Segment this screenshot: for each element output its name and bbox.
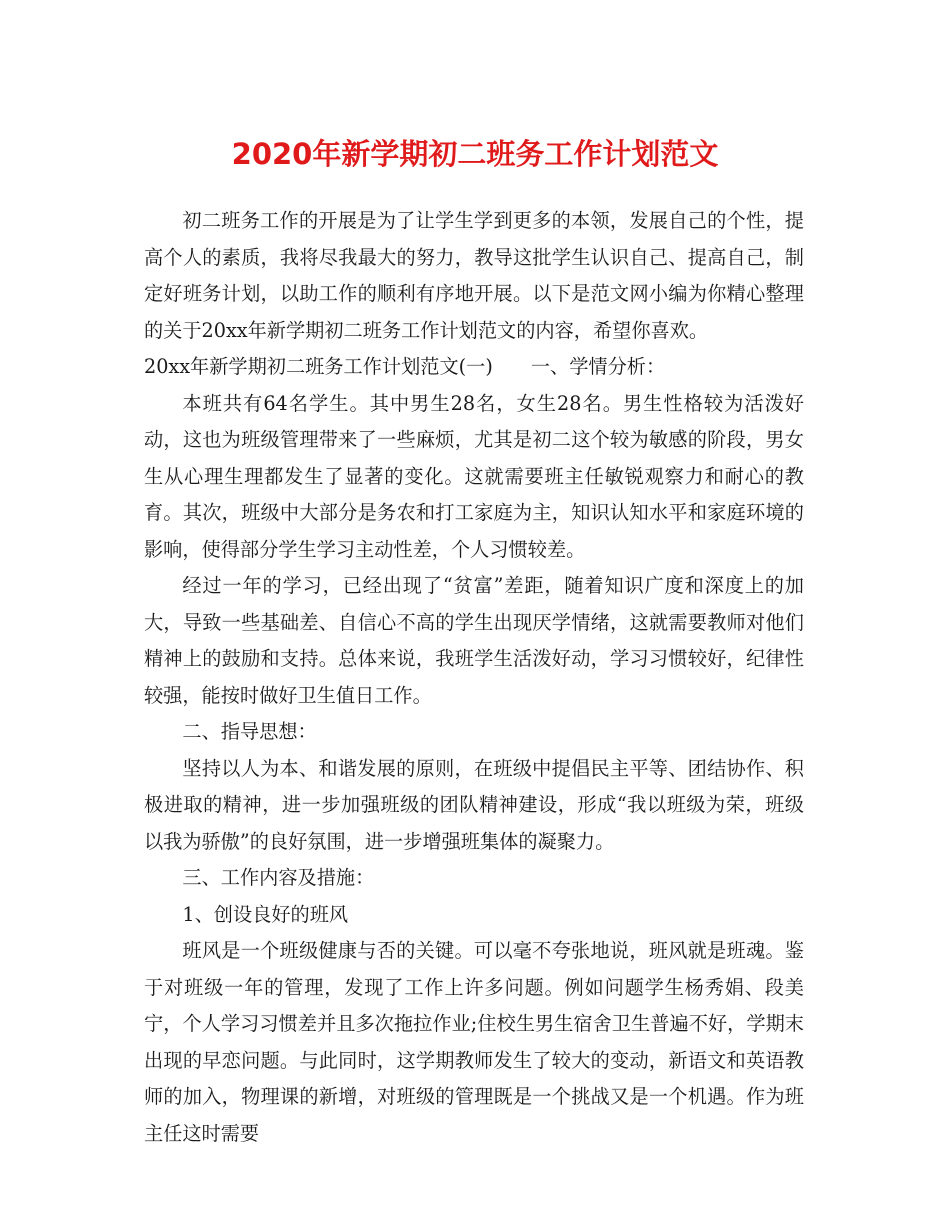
document-title: 2020年新学期初二班务工作计划范文 [231,137,719,171]
section-heading-3: 三、工作内容及措施： [182,866,375,889]
class-style-paragraph: 班风是一个班级健康与否的关键。可以毫不夸张地说，班风就是班魂。鉴于对班级一年的管理，发现了工作上许多问题。例如问题学生杨秀娟、段美宁，个人学习习惯差并且多次拖拉作业;住校生男生宿舍卫生普遍不好，学期末出现的早恋问题。与此同时，这学期教师发生了较大的变动，新语文和英语教师的加入，物理课的新增，对班级的管理既是一个挑战又是一个机遇。作为班主任这时需要 [144,939,804,1145]
subtitle-line [144,349,804,386]
section-heading-2: 二、指导思想： [182,720,317,743]
students-paragraph: 本班共有64名学生。其中男生28名，女生28名。男生性格较为活泼好动，这也为班级管理带来了一些麻烦，尤其是初二这个较为敏感的阶段，男女生从心理生理都发生了显著的变化。这就需要班主任敏锐观察力和耐心的教育。其次，班级中大部分是务农和打工家庭为主，知识认知水平和家庭环境的影响，使得部分学生学习主动性差，个人习惯较差。 [144,391,804,561]
document-body [144,203,804,1152]
subsection-heading-3-1: 1、创设良好的班风 [182,902,349,926]
year-paragraph: 经过一年的学习，已经出现了“贫富”差距，随着知识广度和深度上的加大，导致一些基础差、自信心不高的学生出现厌学情绪，这就需要教师对他们精神上的鼓励和支持。总体来说，我班学生活泼好动，学习习惯较好，纪律性较强，能按时做好卫生值日工作。 [144,574,804,707]
subtitle-left: 20xx年新学期初二班务工作计划范文(一) [144,355,493,378]
intro-paragraph: 初二班务工作的开展是为了让学生学到更多的本领，发展自己的个性，提高个人的素质，我将尽我最大的努力，教导这批学生认识自己、提高自己，制定好班务计划，以助工作的顺利有序地开展。以下是范文网小编为你精心整理的关于20xx年新学期初二班务工作计划范文的内容，希望你喜欢。 [144,209,804,342]
section-heading-1: 一、学情分析： [530,355,666,378]
guide-paragraph: 坚持以人为本、和谐发展的原则，在班级中提倡民主平等、团结协作、积极进取的精神，进一步加强班级的团队精神建设，形成“我以班级为荣，班级以我为骄傲”的良好氛围，进一步增强班集体的凝聚力。 [144,756,804,853]
